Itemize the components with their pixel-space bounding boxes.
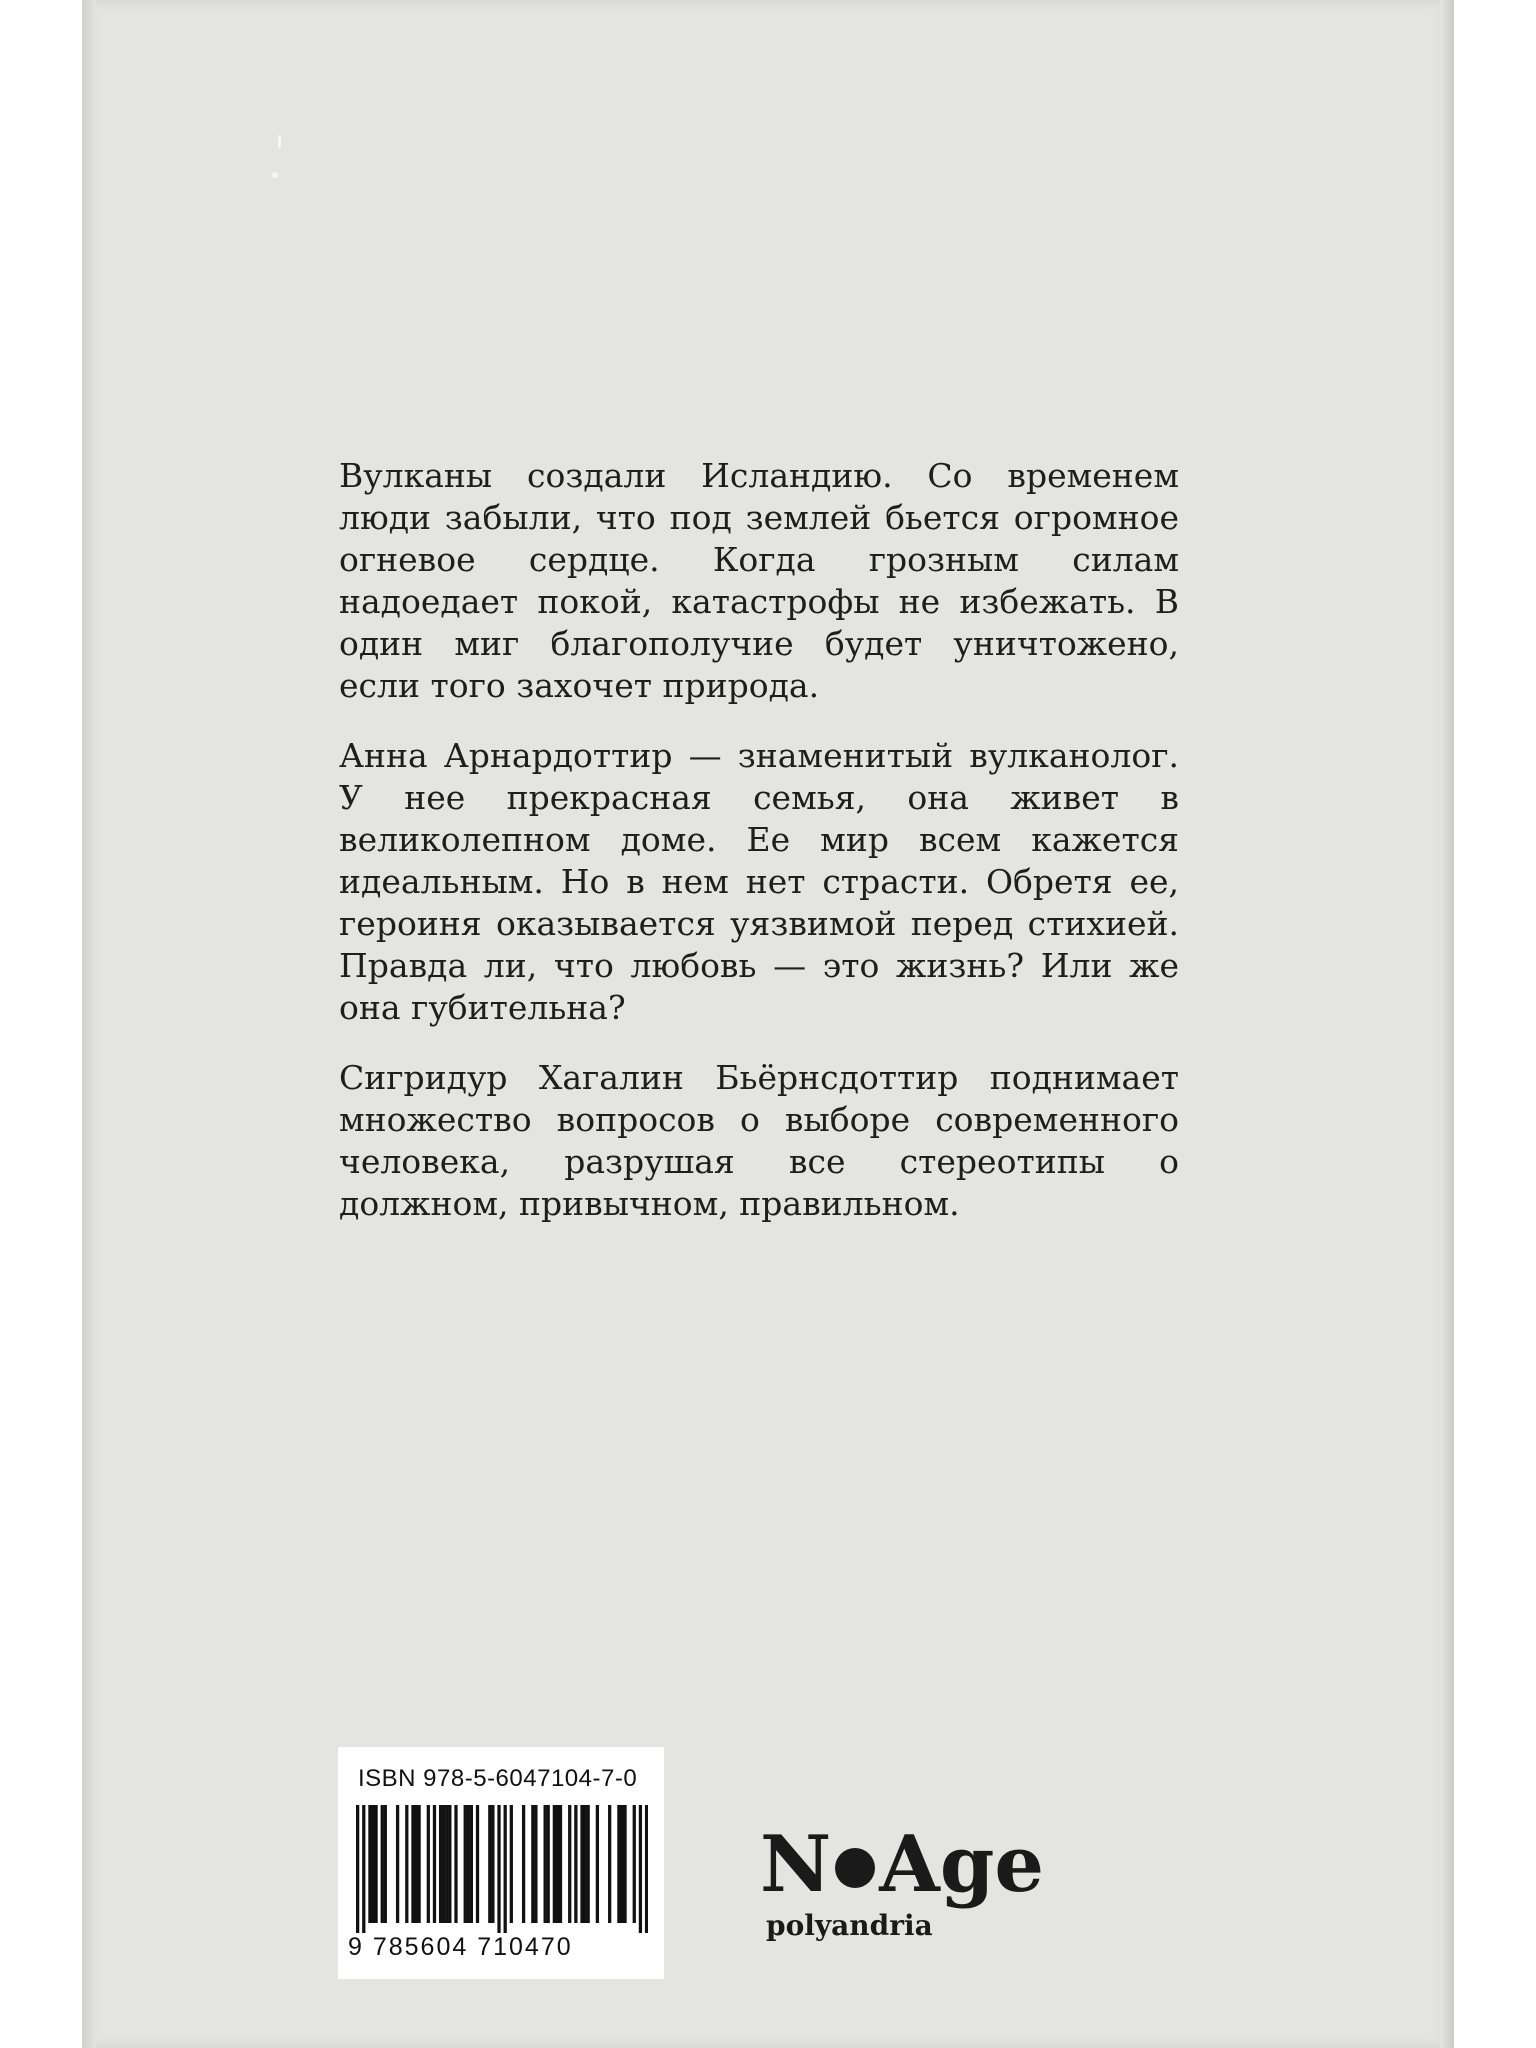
- ean-digits: 9 785604 710470: [348, 1933, 573, 1961]
- barcode-bar: [568, 1805, 571, 1923]
- barcode-bar: [417, 1805, 420, 1923]
- barcode-bar: [645, 1805, 648, 1933]
- logo-letter-n: N: [760, 1819, 832, 1910]
- barcode-bar: [620, 1805, 623, 1923]
- logo-word-age: Age: [879, 1819, 1044, 1910]
- blurb-paragraph-2: Анна Арнардоттир — знаменитый вулканолог. У нее прекрасная семья, она живет в великолепном доме. Ее мир всем кажется идеальным. Но в нем нет страсти. Обретя ее, героиня оказывается уязвимой перед стихией. Правда ли, что любовь — это жизнь? Или же она губительна?: [339, 736, 1179, 1027]
- barcode-bar: [368, 1805, 371, 1923]
- barcode-bar: [534, 1805, 537, 1923]
- barcode-bar: [522, 1805, 525, 1923]
- barcode-bar: [405, 1805, 408, 1923]
- barcode-bar: [476, 1805, 479, 1923]
- isbn-barcode-label: [338, 1747, 664, 1979]
- barcode-bar: [454, 1805, 457, 1923]
- barcode-bar: [497, 1805, 500, 1933]
- barcode-bar: [381, 1805, 384, 1923]
- blurb-paragraph-1: Вулканы создали Исландию. Со временем люди забыли, что под землей бьется огромное огневое сердце. Когда грозным силам надоедает покой, катастрофы не избежать. В один миг благополучие будет уничтожено, если того захочет природа.: [339, 456, 1179, 705]
- barcode-bar: [580, 1805, 583, 1923]
- scuff-mark: [278, 135, 281, 149]
- barcode-bar: [639, 1805, 642, 1933]
- barcode-bar: [574, 1805, 577, 1923]
- barcode-bar: [374, 1805, 377, 1923]
- barcode-bar: [445, 1805, 448, 1923]
- barcode-bar: [411, 1805, 414, 1923]
- barcode-bar: [531, 1805, 534, 1923]
- logo-wordmark: [760, 1820, 1044, 1910]
- barcode-bar: [596, 1805, 599, 1923]
- barcode-bar: [396, 1805, 399, 1923]
- barcode-bar: [384, 1805, 387, 1923]
- barcode-bar: [504, 1805, 507, 1933]
- isbn-number: ISBN 978-5-6047104-7-0: [358, 1765, 638, 1792]
- barcode-bar: [356, 1805, 359, 1933]
- imprint-name: polyandria: [766, 1909, 933, 1942]
- barcode-bar: [543, 1805, 546, 1923]
- publisher-logo: [760, 1819, 1044, 1970]
- barcode-bar: [464, 1805, 467, 1923]
- barcode-bar: [556, 1805, 559, 1923]
- barcode-bar: [414, 1805, 417, 1923]
- barcode-bar: [547, 1805, 550, 1923]
- scuff-mark: [272, 172, 278, 178]
- cover-right-edge: [1440, 0, 1454, 2048]
- barcode-bar: [442, 1805, 445, 1923]
- blurb-paragraph-3: Сигридур Хагалин Бьёрнсдоттир поднимает множество вопросов о выборе современного человека, разрушая все стереотипы о должном, привычном, правильном.: [339, 1058, 1179, 1223]
- barcode-bar: [371, 1805, 374, 1923]
- barcode-bar: [470, 1805, 473, 1923]
- barcode-bar: [488, 1805, 491, 1923]
- barcode-bar: [617, 1805, 620, 1923]
- barcode-bar: [559, 1805, 562, 1923]
- logo-dot-icon: [835, 1848, 875, 1888]
- barcode-bar: [433, 1805, 436, 1923]
- barcode-bar: [633, 1805, 636, 1923]
- barcode-bar: [510, 1805, 513, 1923]
- barcode-bar: [448, 1805, 451, 1923]
- barcode-bar: [439, 1805, 442, 1923]
- barcode-bars: [356, 1805, 648, 1933]
- barcode-bar: [362, 1805, 365, 1933]
- barcode-bar: [583, 1805, 586, 1923]
- barcode-bar: [491, 1805, 494, 1923]
- barcode-bar: [587, 1805, 590, 1923]
- barcode-bar: [467, 1805, 470, 1923]
- blurb-text: [339, 455, 1179, 1253]
- barcode-bar: [553, 1805, 556, 1923]
- barcode-bar: [608, 1805, 611, 1923]
- barcode-bar: [427, 1805, 430, 1923]
- spine-shadow: [82, 0, 96, 2048]
- barcode-bar: [623, 1805, 626, 1923]
